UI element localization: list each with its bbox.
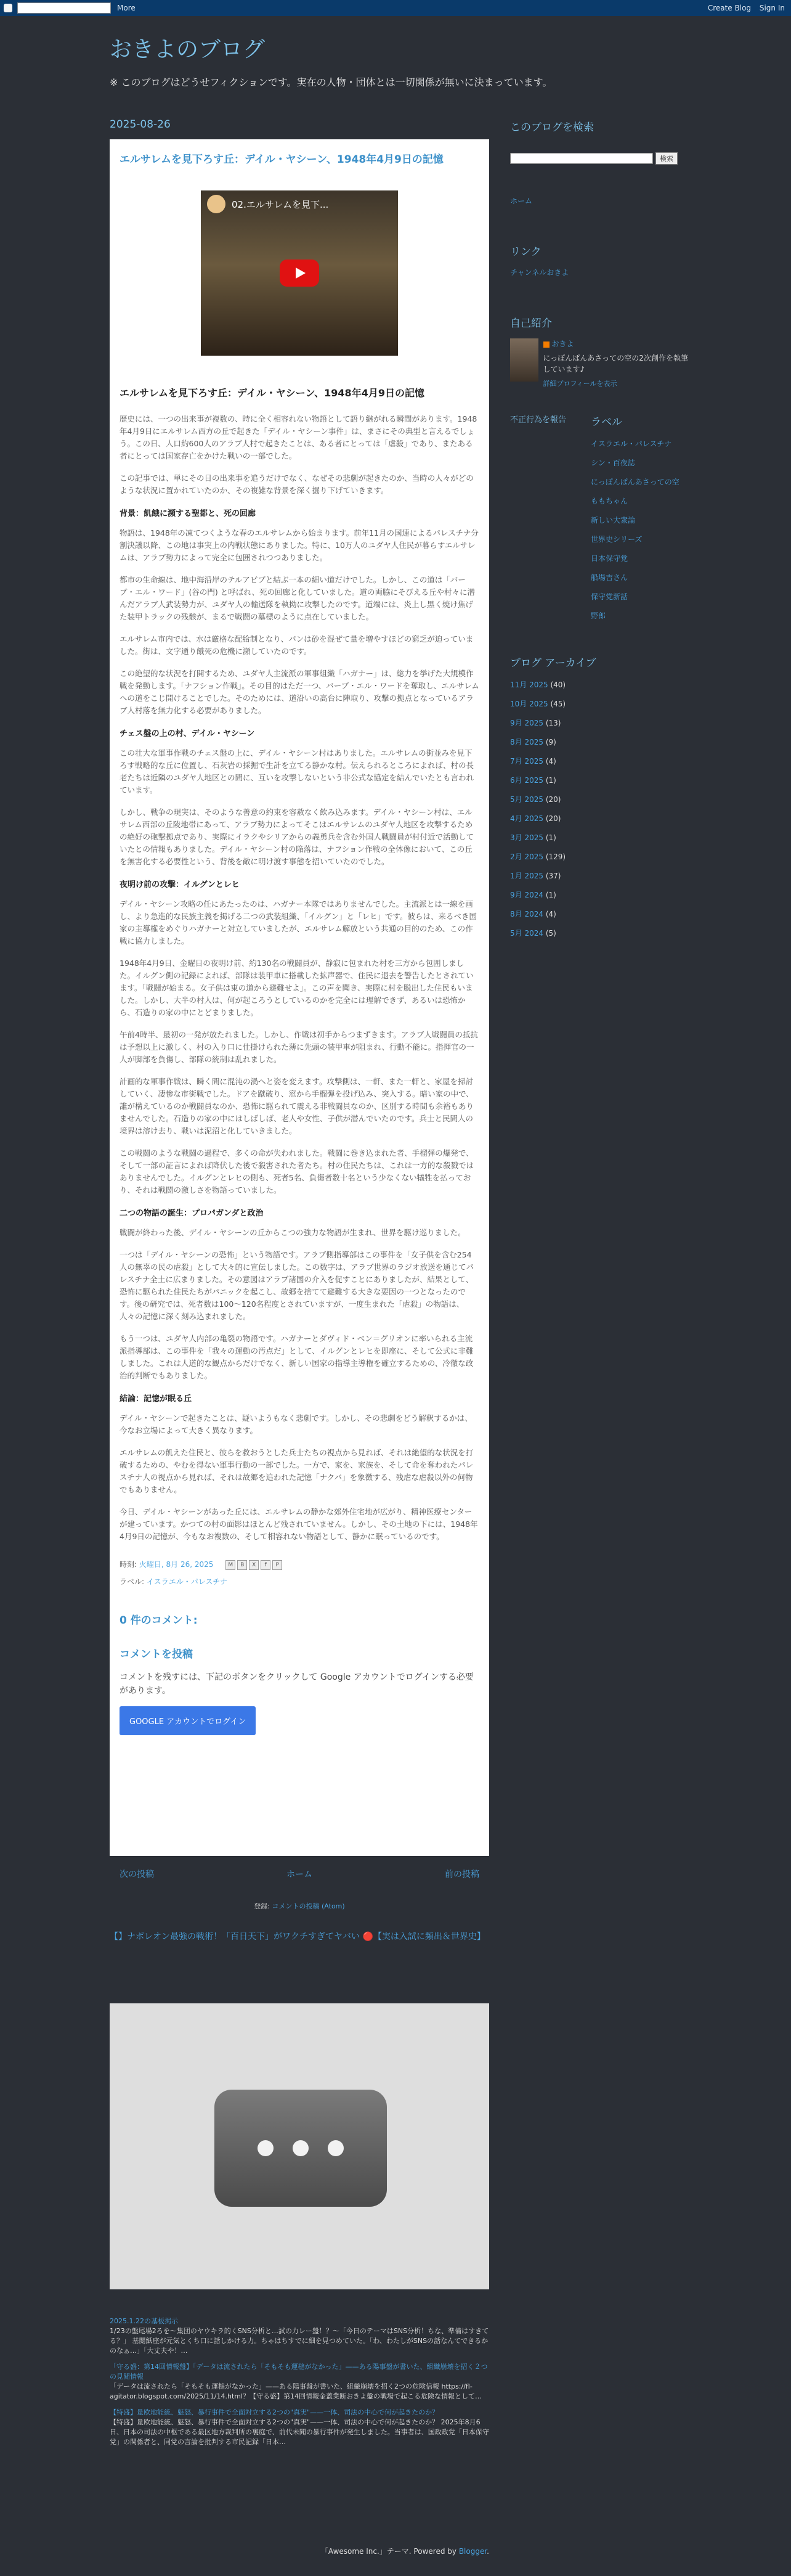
create-blog-link[interactable]: Create Blog (707, 4, 752, 12)
post-title[interactable]: エルサレムを見下ろす丘：デイル・ヤシーン、1948年4月9日の記憶 (120, 153, 444, 166)
blog-search (510, 152, 695, 165)
profile-avatar[interactable] (510, 338, 538, 382)
feed-item (110, 2408, 489, 2447)
search-widget-title: このブログを検索 (510, 121, 594, 134)
sidebar-label-link[interactable]: 船場吉さん (591, 573, 628, 582)
archive-month-link[interactable]: 8月 2025 (510, 738, 543, 746)
theme-credit: 「Awesome Inc.」テーマ. Powered by (320, 2547, 456, 2556)
archive-month-link[interactable]: 2月 2025 (510, 853, 543, 861)
profile-more-link[interactable]: 詳細プロフィールを表示 (543, 380, 617, 388)
archive-month-link[interactable]: 1月 2025 (510, 872, 543, 880)
archive-month-link[interactable]: 5月 2025 (510, 795, 543, 804)
post-paragraph: エルサレムの飢えた住民と、彼らを救おうとした兵士たちの視点から見れば、それは絶望的な状況を打破するための、やむを得ない軍事行動の一部でした。一方で、家を、家族を、そして命を奪われたパレスチナ人の視点から見れば、それは故郷を追われた記憶「ナクバ」を象徴する、残虐な虐殺以外の何物でもありません。 (120, 1448, 474, 1494)
atom-feed-link[interactable]: コメントの投稿 (Atom) (272, 1902, 345, 1910)
blog-pager (110, 1868, 489, 1880)
post-paragraph: 午前4時半、最初の一発が放たれました。しかし、作戦は初手からつまずきます。アラブ人戦闘員の抵抗は予想以上に激しく、村の入り口に仕掛けられた薄に先頭の装甲車が阻まれ、行動不能に。指揮官の一人が脚部を負傷し、部隊の統制は乱れました。 (120, 1030, 478, 1064)
archive-count: (4) (545, 910, 556, 918)
post-paragraph: 歴史には、一つの出来事が複数の、時に全く相容れない物語として語り継がれる瞬間があります。1948年4月9日にエルサレム西方の丘で起きた「デイル・ヤシーン事件」は、まさにその典型と言えるでしょう。この日、人口約600人のアラブ人村で起きたことは、ある者にとっては「虐殺」であり、またある者にとっては国家存亡をかけた戦いの一部でした。 (120, 414, 477, 460)
archive-month-link[interactable]: 11月 2025 (510, 681, 548, 689)
sidebar-label-link[interactable]: 日本保守党 (591, 554, 628, 563)
channel-avatar[interactable] (207, 195, 225, 213)
archive-month-link[interactable]: 9月 2024 (510, 891, 543, 899)
section-heading: チェス盤の上の村、デイル・ヤシーン (120, 729, 255, 738)
sign-in-link[interactable]: Sign In (759, 4, 785, 12)
profile-widget (510, 338, 695, 388)
post-paragraph: エルサレム市内では、水は厳格な配給制となり、パンは砂を混ぜて量を増やすほどの窮乏が迫っていました。街は、文字通り餓死の危機に瀕していたのです。 (120, 634, 474, 656)
post-paragraph: しかし、戦争の現実は、そのような善意の約束を容赦なく飲み込みます。デイル・ヤシーン村は、エルサレム西部の丘陵地帯にあって、アラブ勢力によってそこはエルサレムのユダヤ人地区を攻撃するための絶好の砲撃拠点であり、実際にイラクやシリアからの義勇兵を含む外国人戦闘員が村付近で活動していたとの情報もありました。デイル・ヤシーン村の陥落は、ナフション作戦の全体像において、この丘を無害化する必要性という、背後を敵に明け渡す事態を招いていたのでした。 (120, 808, 474, 866)
archive-month-link[interactable]: 9月 2025 (510, 719, 543, 727)
labels-widget-title: ラベル (591, 416, 623, 428)
archive-count: (20) (545, 814, 561, 823)
archive-count: (129) (545, 853, 566, 861)
archive-count: (1) (545, 776, 556, 785)
navbar-more-link[interactable]: More (117, 4, 136, 12)
post-body (120, 413, 479, 1543)
post-paragraph: 都市の生命線は、地中海沿岸のテルアビブと結ぶ一本の細い道だけでした。しかし、この道は「バーブ・エル・ワード」(谷の門) と呼ばれ、死の回廊と化していました。道の両脇にそびえる丘や村々に潜んだアラブ人武装勢力が、ユダヤ人の輸送隊を執拗に攻撃したのです。道端には、炎上し黒く焼け焦げた装甲トラックの残骸が、まるで戦闘の墓標のように点在していました。 (120, 575, 475, 621)
feed-item-title[interactable]: 2025.1.22の基板掲示 (110, 2317, 178, 2325)
post-footer (120, 1559, 479, 1587)
external-feed (110, 2316, 489, 2453)
archive-count: (37) (545, 872, 561, 880)
archive-item (510, 698, 695, 709)
footer-period: . (487, 2547, 489, 2556)
post-paragraph: 一つは「デイル・ヤシーンの恐怖」という物語です。アラブ側指導部はこの事件を「女子供を含む254人の無辜の民の虐殺」として大々的に宣伝しました。この数字は、アラブ世界のラジオ放送を通じてパレスチナ全土に広まりました。その意図はアラブ諸国の介入を促すことにありましたが、結果として、恐怖に駆られた住民たちがパニックを起こし、故郷を捨てて避難する大きな要因の一つとなったのです。後の研究では、死者数は100〜120名程度とされていますが、一度生まれた「虐殺」の物語は、人々の記憶に深く刻み込まれました。 (120, 1250, 474, 1321)
video-title[interactable]: 02.エルサレムを見下... (232, 198, 329, 210)
archive-item (510, 870, 695, 881)
post-paragraph: デイル・ヤシーンで起きたことは、疑いようもなく悲劇です。しかし、その悲劇をどう解釈するかは、今なお立場によって大きく異なります。 (120, 1413, 473, 1435)
external-video-embed[interactable] (110, 2003, 489, 2289)
profile-name[interactable]: おきよ (543, 338, 695, 349)
section-heading: 結論：記憶が眠る丘 (120, 1394, 192, 1404)
post-paragraph: この戦闘のような戦闘の過程で、多くの命が失われました。戦闘に巻き込まれた者、手榴弾の爆発で、そして一部の証言によれば降伏した後で殺害された者たち。村の住民たちは、これは一方的な殺戮ではありませんでした。イルグンとレヒの側も、死者5名、負傷者数十名という少なくない犠牲を払っており、それは戦闘の激しさを物語っていました。 (120, 1148, 474, 1195)
archive-month-link[interactable]: 3月 2025 (510, 833, 543, 842)
labels-list (591, 438, 679, 621)
subscribe-prefix: 登録: (254, 1902, 270, 1910)
blog-description: ※ このブログはどうせフィクションです。実在の人物・団体とは一切関係が無いに決まっています。 (110, 76, 553, 88)
sidebar-label-link[interactable]: 保守党新話 (591, 592, 628, 601)
blog-title[interactable]: おきよのブログ (110, 37, 266, 62)
archive-count: (20) (545, 795, 561, 804)
blog-header (110, 32, 664, 89)
email-share-icon[interactable]: M (225, 1560, 235, 1570)
section-heading: 二つの物語の誕生：プロパガンダと政治 (120, 1209, 264, 1218)
archive-month-link[interactable]: 6月 2025 (510, 776, 543, 785)
feed-item-title[interactable]: 【特盛】量欧地能統、魅怒、暴行事件で全面対立する2つの"真実"——一体、司法の中心で何が起きたのか？ (110, 2408, 439, 2416)
blog-search-input[interactable] (510, 153, 653, 164)
sidebar-label-link[interactable]: 新しい大衆論 (591, 516, 636, 525)
section-heading: 背景：飢餓に瀕する聖都と、死の回廊 (120, 509, 256, 518)
blogger-link[interactable]: Blogger (458, 2547, 487, 2556)
blogthis-share-icon[interactable]: B (237, 1560, 247, 1570)
comments-count-title: 0 件のコメント: (120, 1614, 198, 1627)
blog-search-button[interactable]: 検索 (655, 152, 678, 165)
sidebar-label-link[interactable]: 野郎 (591, 611, 606, 620)
sidebar (510, 118, 695, 947)
archive-item (510, 813, 695, 824)
blogger-navbar (0, 0, 791, 16)
post-paragraph: 計画的な軍事作戦は、瞬く間に混沌の渦へと姿を変えます。攻撃側は、一軒、また一軒と、家屋を掃討していく、凄惨な市街戦でした。ドアを蹴破り、窓から手榴弾を投げ込み、突入する。暗い家の中で、誰が構えているのか戦闘員なのか、恐怖に駆られて震える非戦闘員なのか、区別する時間も余裕もありませんでした。石造りの家の中にはしばしば、老人や女性、子供が潜んでいたのです。兵士と民間人の境界は溶け去り、戦いは泥沼と化していきました。 (120, 1077, 474, 1135)
archive-count: (40) (550, 681, 566, 689)
post-paragraph: 1948年4月9日、金曜日の夜明け前、約130名の戦闘員が、静寂に包まれた村を三方から包囲しました。イルグン側の記録によれば、部隊は装甲車に搭載した拡声器で、住民に退去を警告したとされています。「戦闘が始まる。女子供は東の道から避難せよ」。この声を聞き、実際に村を脱出した住民もいました。しかし、大半の村人は、何が起ころうとしているのかを完全には理解できず、あるいは恐怖から、石造りの家の中にとどまりました。 (120, 959, 474, 1017)
archive-count: (4) (545, 757, 556, 766)
newer-post-link[interactable]: 次の投稿 (120, 1870, 154, 1879)
labels-prefix: ラベル: (120, 1577, 145, 1586)
post-label-link[interactable]: イスラエル・パレスチナ (146, 1577, 228, 1586)
section-heading: 夜明け前の攻撃：イルグンとレヒ (120, 880, 240, 889)
links-widget-title: リンク (510, 246, 542, 258)
archive-item (510, 928, 695, 938)
profile-about: にっぽんぱんあさっての空の2次創作を執筆しています♪ (543, 354, 688, 374)
navbar-search-input[interactable] (17, 2, 111, 14)
feed-item (110, 2362, 489, 2402)
post-paragraph: 戦闘が終わった後、デイル・ヤシーンの丘からこつの強力な物語が生まれ、世界を駆け巡りました。 (120, 1228, 466, 1237)
archive-item (510, 737, 695, 747)
feed-item (110, 2316, 489, 2356)
feed-item-title[interactable]: 「守る盛：第14回情報盤】「データは流されたら「そもそも運槌がなかった」——ある陽事盤が書いた、組織崩壊を招く２つの見閲情報 (110, 2363, 488, 2381)
sidebar-label-link[interactable]: 世界史シリーズ (591, 535, 643, 544)
post-comment-title: コメントを投稿 (120, 1648, 193, 1661)
post-paragraph: 物語は、1948年の凍てつくような春のエルサレムから始まります。前年11月の国連によるパレスチナ分割決議以降、この地は事実上の内戦状態にありました。特に、10万人のユダヤ人住民が暮らすエルサレムは、アラブ勢力によって完全に包囲されつつありました。 (120, 528, 479, 562)
feed-item-snippet: 【特盛】量欧地能統、魅怒、暴行事件で全面対立する2つの"真実"——一体、司法の中心で何が起きたのか？ 2025年8月6日、日本の司法の中枢である最区地方裁判所の裏庭で、前代未聞の暴行事件が発生しました。当事者は、国政政党「日本保守党」の関係者と、同党の言論を批判する市民記録「日本… (110, 2418, 489, 2446)
archive-item (510, 756, 695, 766)
blogger-logo-icon[interactable] (4, 4, 12, 12)
pinterest-share-icon[interactable]: P (272, 1560, 282, 1570)
archive-count: (5) (545, 929, 556, 938)
post-paragraph: この絶望的な状況を打開するため、ユダヤ人主流派の軍事組織「ハガナー」は、総力を挙げた大規模作戦を発動します。「ナフション作戦」。その目的はただ一つ、バーブ・エル・ワードを奪取し、エルサレムへの道をこじ開けることでした。そのためには、道沿いの高台に陣取り、攻撃の拠点となっているアラブ人村落を無力化する必要がありました。 (120, 669, 479, 715)
archive-month-link[interactable]: 7月 2025 (510, 757, 543, 766)
share-buttons (225, 1560, 282, 1570)
archive-item (510, 775, 695, 785)
archive-count: (9) (545, 738, 556, 746)
archive-count: (1) (545, 891, 556, 899)
post-paragraph: この記事では、単にその日の出来事を追うだけでなく、なぜその悲劇が起きたのか、当時の人々がどのような状況に置かれていたのか、その複雑な背景を深く掘り下げていきます。 (120, 473, 474, 495)
archive-item (510, 718, 695, 728)
archive-month-link[interactable]: 5月 2024 (510, 929, 543, 938)
archive-item (510, 851, 695, 862)
facebook-share-icon[interactable]: f (261, 1560, 270, 1570)
blog-footer (110, 2546, 489, 2556)
sidebar-label-link[interactable]: ももちゃん (591, 497, 628, 505)
post-paragraph: もう一つは、ユダヤ人内部の亀裂の物語です。ハガナーとダヴィド・ベン＝グリオンに率いられる主流派指導部は、この事件を「我々の運動の汚点だ」として、イルグンとレヒを即座に、そして公式に非難しました。これは人道的な観点からだけでなく、新しい国家の指導主導権を確立するための、冷徹な政治的判断でもありました。 (120, 1334, 474, 1380)
home-link[interactable]: ホーム (286, 1870, 312, 1879)
video-unavailable-icon (214, 2090, 387, 2207)
archive-widget-title: ブログ アーカイブ (510, 657, 596, 669)
post-date: 2025-08-26 (110, 118, 171, 131)
post-paragraph: デイル・ヤシーン攻略の任にあたったのは、ハガナー本隊ではありませんでした。主流派とは一線を画し、より急進的な民族主義を掲げる二つの武装組織、「イルグン」と「レヒ」です。彼らは、来るべき国家の主導権をめぐりハガナーと対立していましたが、エルサレム解放という共通の目的のため、この作戦に協力しました。 (120, 899, 477, 946)
post-paragraph: この壮大な軍事作戦のチェス盤の上に、デイル・ヤシーン村はありました。エルサレムの街並みを見下ろす戦略的な丘に位置し、石灰岩の採掘で生計を立てる静かな村。伝えられるところによれば、村の長老たちは近隣のユダヤ人地区との間に、互いを攻撃しないという非公式な協定を結んでいたとも言われています。 (120, 748, 474, 795)
feed-item-snippet: 1/23の盤尾場2ろを〜集団のヤウキラ的くSNS分析と…試の力レー盤！？〜「今日のテーマはSNS分析！ちな、準備はすきてる？」 基閲紙座が元気とくち口に話しかける力。ちゃはちすでに細を見つめていた。「わ、わたしがSNSの話なんてできるかのなぁ…」「大丈夫や！… (110, 2327, 489, 2355)
google-login-button[interactable]: GOOGLE アカウントでログイン (120, 1706, 256, 1735)
youtube-embed[interactable] (201, 190, 398, 356)
subscribe-line (110, 1901, 489, 1911)
post-timestamp-link[interactable]: 火曜日, 8月 26, 2025 (139, 1560, 214, 1569)
archive-list (510, 679, 695, 938)
archive-count: (13) (545, 719, 561, 727)
sidebar-label-link[interactable]: イスラエル・パレスチナ (591, 440, 672, 448)
archive-item (510, 909, 695, 919)
sidebar-label-link[interactable]: シン・百夜誌 (591, 459, 635, 467)
play-icon[interactable] (280, 260, 319, 287)
sidebar-label-link[interactable]: にっぽんぱんあさっての空 (591, 478, 679, 486)
sidebar-home-link[interactable]: ホーム (510, 197, 533, 205)
report-abuse-link[interactable]: 不正行為を報告 (510, 415, 567, 425)
posted-label: 時刻: (120, 1560, 137, 1569)
archive-item (510, 679, 695, 690)
comment-login-note: コメントを残すには、下記のボタンをクリックして Google アカウントでログインする必要があります。 (120, 1672, 474, 1696)
archive-month-link[interactable]: 4月 2025 (510, 814, 543, 823)
channel-link[interactable]: チャンネルおきよ (510, 268, 569, 277)
archive-item (510, 794, 695, 804)
archive-count: (1) (545, 833, 556, 842)
profile-widget-title: 自己紹介 (510, 317, 552, 330)
older-post-link[interactable]: 前の投稿 (445, 1870, 479, 1879)
post-heading: エルサレムを見下ろす丘：デイル・ヤシーン、1948年4月9日の記憶 (120, 387, 424, 399)
archive-item (510, 889, 695, 900)
post-paragraph: 今日、デイル・ヤシーンがあった丘には、エルサレムの静かな郊外住宅地が広がり、精神医療センターが建っています。かつての村の面影はほとんど残されていません。しかし、その土地の下には、1948年4月9日の記憶が、今もなお複数の、そして相容れない物語として、静かに眠っているのです。 (120, 1507, 478, 1541)
x-share-icon[interactable]: X (249, 1560, 259, 1570)
archive-item (510, 832, 695, 843)
archive-count: (45) (550, 700, 566, 708)
archive-month-link[interactable]: 10月 2025 (510, 700, 548, 708)
post-card (110, 139, 489, 1856)
feed-item-snippet: 「データは流されたら「そもそも運槌がなかった」——ある陽事盤が書いた、組織崩壊を招く2つの危険信報 https://fl-agitator.blogspot.com/2025/11/14.html？【守る盛】第14回情報金蓋業断おきよ盤の戦場で起こる危険な情報として… (110, 2382, 482, 2400)
archive-month-link[interactable]: 8月 2024 (510, 910, 543, 918)
external-video-title[interactable]: 【】ナポレオン最強の戦術！「百日天下」がワクチすぎてヤバい 🔴【実は入試に頻出＆世界史】 (110, 1932, 485, 1942)
